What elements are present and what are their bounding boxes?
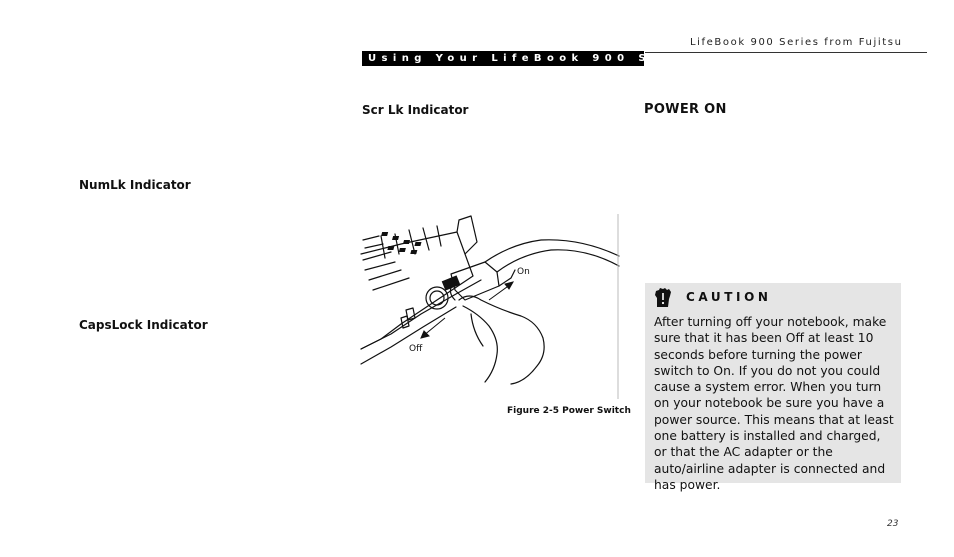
figure-label-off: Off: [409, 344, 423, 354]
figure-label-on: On: [517, 267, 530, 277]
scrlk-indicator-heading: Scr Lk Indicator: [362, 103, 469, 117]
power-switch-illustration: [361, 214, 619, 399]
power-switch-figure: [361, 214, 619, 399]
caution-text: After turning off your notebook, make sure that it has been Off at least 10 seconds before turning the power switch to On. If you do not you could cause a system error. When you turn on your notebook be sure you have a power source. This means that at least one battery is installed and charged, or that the AC adapter or the auto/airline adapter is connected and has power.: [654, 315, 894, 492]
power-on-heading: POWER ON: [644, 102, 727, 117]
figure-caption: Figure 2-5 Power Switch: [507, 406, 631, 416]
capslock-indicator-heading: CapsLock Indicator: [79, 318, 208, 332]
page-number: 23: [887, 519, 899, 529]
running-header-title: LifeBook 900 Series from Fujitsu: [690, 37, 903, 48]
caution-title: CAUTION: [686, 290, 772, 304]
caution-hand-icon: [652, 287, 674, 309]
section-title-bar: Using Your LifeBook 900 Series: [362, 51, 644, 66]
numlk-indicator-heading: NumLk Indicator: [79, 178, 191, 192]
